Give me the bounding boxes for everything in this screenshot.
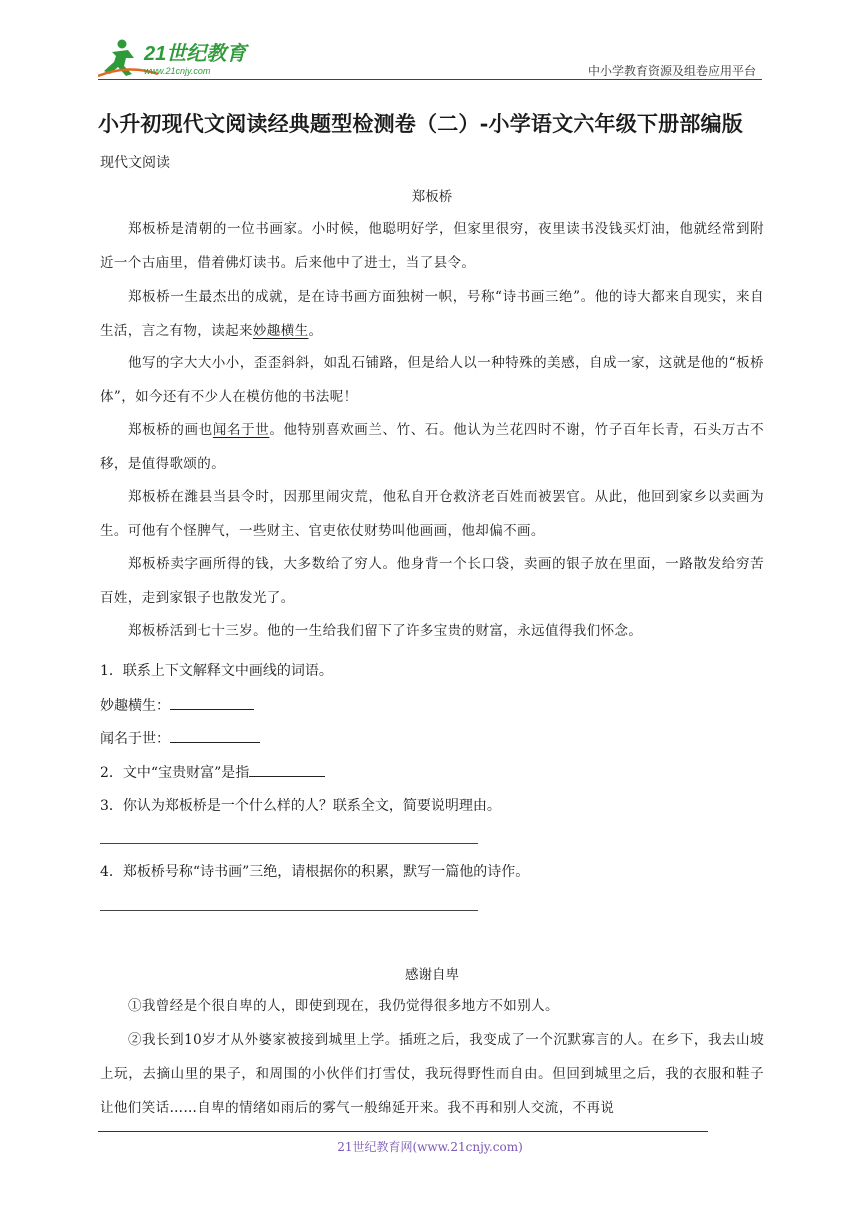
paragraph: [100, 280, 764, 348]
passage-title: 郑板桥: [411, 189, 453, 205]
paragraph-text: 郑板桥一生最杰出的成就，是在诗书画方面独树一帜，号称“诗书画三绝”。他的诗大都来自现实，来自生活，言之有物，读起来: [100, 289, 764, 339]
question-1: 1．联系上下文解释文中画线的词语。: [100, 663, 333, 679]
paragraph-end: 。: [308, 323, 323, 339]
section-label: 现代文阅读: [100, 155, 170, 171]
logo-url: www.21cnjy.com: [144, 66, 211, 76]
paragraph: 郑板桥卖字画所得的钱，大多数给了穷人。他身背一个长口袋，卖画的银子放在里面，一路散发给穷苦百姓，走到家银子也散发光了。: [100, 556, 764, 606]
underlined-word: 闻名于世: [212, 422, 270, 438]
paragraph: 郑板桥活到七十三岁。他的一生给我们留下了许多宝贵的财富，永远值得我们怀念。: [128, 623, 643, 639]
paragraph: 郑板桥在潍县当县令时，因那里闹灾荒，他私自开仓救济老百姓而被罢官。从此，他回到家乡以卖画为生。可他有个怪脾气，一些财主、官吏依仗财势叫他画画，他却偏不画。: [100, 489, 764, 539]
site-logo: [98, 36, 258, 80]
paragraph: 郑板桥是清朝的一位书画家。小时候，他聪明好学，但家里很穷，夜里读书没钱买灯油，他就经常到附近一个古庙里，借着佛灯读书。后来他中了进士，当了县令。: [100, 221, 764, 271]
question-4: 4．郑板桥号称“诗书画”三绝，请根据你的积累，默写一篇他的诗作。: [100, 864, 530, 880]
question-3: 3．你认为郑板桥是一个什么样的人？联系全文，简要说明理由。: [100, 798, 501, 814]
question-1b: [100, 728, 260, 748]
header-platform-text: 中小学教育资源及组卷应用平台: [587, 64, 756, 78]
answer-line[interactable]: [100, 843, 478, 844]
question-1a-label: 妙趣横生：: [100, 698, 170, 714]
document-title: 小升初现代文阅读经典题型检测卷（二）-小学语文六年级下册部编版: [98, 111, 743, 136]
passage-title: 感谢自卑: [405, 967, 459, 983]
footer-divider: [98, 1131, 708, 1132]
footer-text: 21世纪教育网(www.21cnjy.com): [337, 1140, 523, 1154]
answer-line[interactable]: [100, 910, 478, 911]
question-1a: [100, 695, 254, 715]
paragraph-text: 郑板桥的画也: [128, 422, 213, 438]
paragraph: [100, 413, 764, 481]
answer-blank[interactable]: [249, 762, 325, 777]
underlined-word: 妙趣横生: [252, 323, 309, 339]
paragraph: 他写的字大大小小，歪歪斜斜，如乱石铺路，但是给人以一种特殊的美感，自成一家，这就是他的“板桥体”，如今还有不少人在模仿他的书法呢！: [100, 355, 764, 405]
question-2-label: 2．文中“宝贵财富”是指: [100, 765, 250, 781]
paragraph: ①我曾经是个很自卑的人，即使到现在，我仍觉得很多地方不如别人。: [128, 998, 559, 1014]
question-2: [100, 762, 325, 782]
header-divider: [98, 79, 762, 80]
paragraph: ②我长到10岁才从外婆家被接到城里上学。插班之后，我变成了一个沉默寡言的人。在乡下，我去山坡上玩，去摘山里的果子，和周围的小伙伴们打雪仗，我玩得野性而自由。但回到城里之后，我的衣服和鞋子让他们笑话……自卑的情绪如雨后的雾气一般绵延开来。我不再和别人交流，不再说: [100, 1032, 764, 1116]
paragraph-text: 。他特别喜欢画兰、竹、石。他认为兰花四时不谢，竹子百年长青，石头万古不移，是值得歌颂的。: [100, 422, 765, 472]
answer-blank[interactable]: [170, 695, 254, 710]
question-1b-label: 闻名于世：: [100, 731, 170, 747]
answer-blank[interactable]: [170, 728, 260, 743]
logo-text: 21世纪教育: [144, 43, 247, 65]
